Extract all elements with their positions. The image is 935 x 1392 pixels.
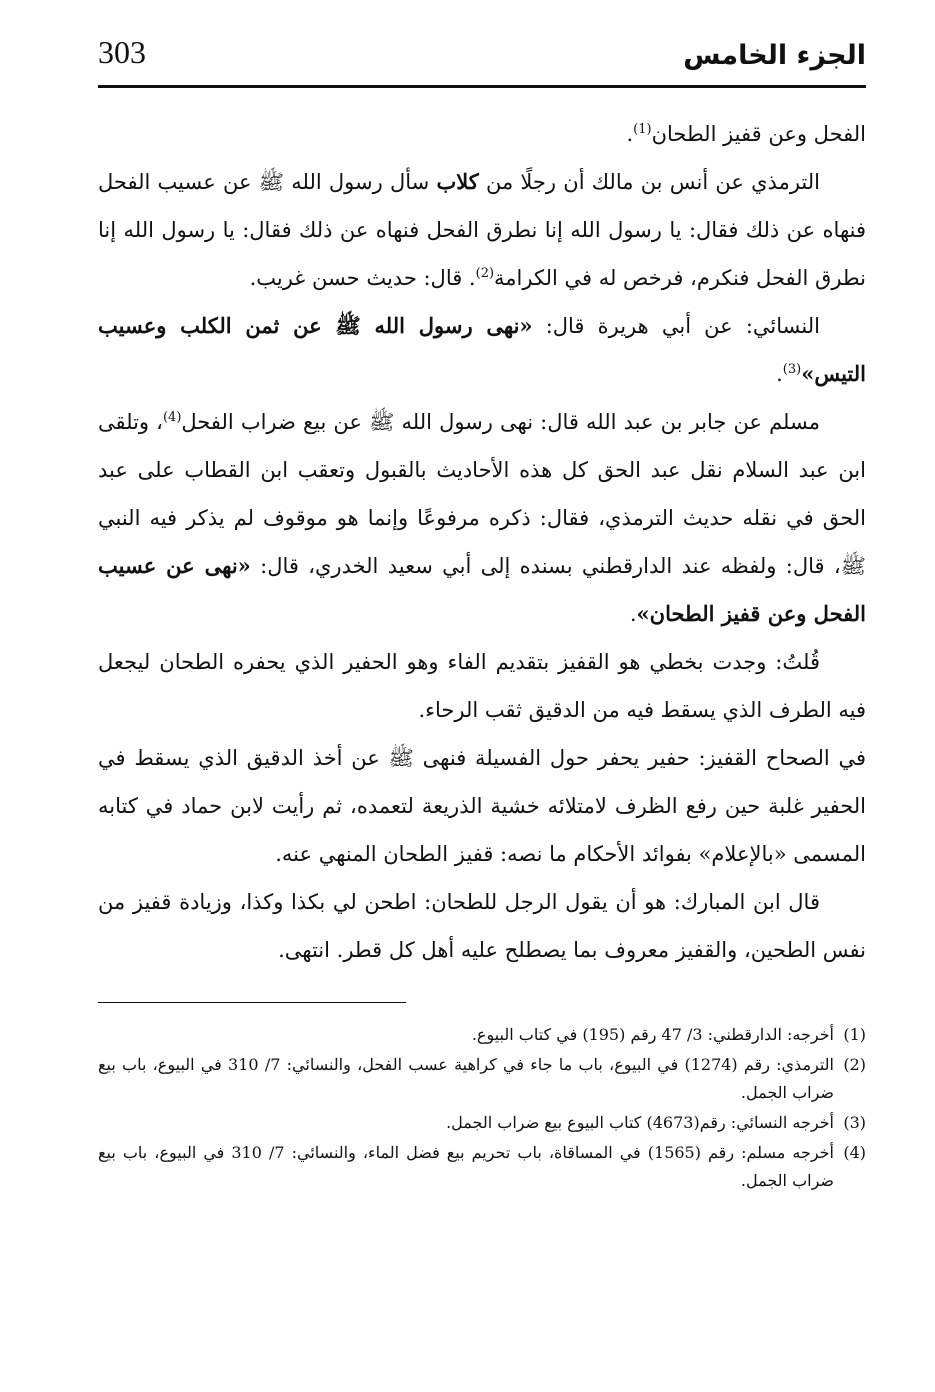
header-rule xyxy=(98,85,866,88)
paragraph-2-rest: سأل رسول الله ﷺ عن عسيب الفحل فنهاه عن ذلك فقال: يا رسول الله إنا نطرق الفحل فنهاه عن ذلك فقال: يا رسول الله إنا نطرق الفحل فنكرم، فرخص له في الكرامة xyxy=(98,170,866,290)
footnote-separator xyxy=(98,1002,406,1003)
paragraph-1 xyxy=(98,110,866,158)
paragraph-4-rest: ، وتلقى ابن عبد السلام نقل عبد الحق كل هذه الأحاديث بالقبول وتعقب ابن القطاب على عبد الحق في نقله حديث الترمذي، فقال: ذكره مرفوعًا وإنما هو موقوف لم يذكر فيه النبي ﷺ، قال: ولفظه عند الدارقطني بسنده إلى أبي سعيد الخدري، قال: xyxy=(98,410,867,578)
book-page xyxy=(72,30,866,1370)
footnote-text-4: أخرجه مسلم: رقم (1565) في المساقاة، باب تحريم بيع فضل الماء، والنسائي: 7/ 310 في البيوع، باب بيع ضراب الجمل. xyxy=(98,1143,834,1190)
page-header xyxy=(72,30,866,90)
paragraph-5: قُلتُ: وجدت بخطي هو القفيز بتقديم الفاء وهو الحفير الذي يحفره الطحان ليجعل فيه الطرف الذي يسقط فيه من الدقيق ثقب الرحاء. xyxy=(98,650,866,722)
footnote-ref-4: (4) xyxy=(162,410,182,425)
footnote-ref-3: (3) xyxy=(782,362,802,377)
footnotes xyxy=(72,1021,866,1195)
footnote-text-1: أخرجه: الدارقطني: 3/ 47 رقم (195) في كتاب البيوع. xyxy=(471,1025,834,1044)
paragraph-2-after: . قال: حديث حسن غريب. xyxy=(249,266,476,290)
footnote-marker-3: (3) xyxy=(843,1113,866,1132)
paragraph-2 xyxy=(98,158,866,302)
paragraph-2-lead: الترمذي عن أنس بن مالك أن رجلًا من xyxy=(478,170,820,194)
footnote-2 xyxy=(98,1051,866,1107)
footnote-ref-2: (2) xyxy=(475,266,495,281)
paragraph-3-tail: . xyxy=(776,362,783,386)
paragraph-3 xyxy=(98,302,866,398)
paragraph-4-tail: . xyxy=(629,602,637,626)
footnote-text-3: أخرجه النسائي: رقم(4673) كتاب البيوع بيع ضراب الجمل. xyxy=(446,1113,834,1132)
footnote-3 xyxy=(98,1109,866,1137)
running-title: الجزء الخامس xyxy=(683,40,866,71)
paragraph-3-quote: «نهى رسول الله ﷺ عن ثمن الكلب وعسيب التيس» xyxy=(98,313,866,386)
main-text xyxy=(72,110,866,974)
paragraph-3-lead: النسائي: عن أبي هريرة قال: xyxy=(532,314,820,338)
footnote-1 xyxy=(98,1021,866,1049)
page-number: 303 xyxy=(98,34,146,70)
paragraph-1-text: الفحل وعن قفيز الطحان xyxy=(651,122,866,146)
paragraph-6: في الصحاح القفيز: حفير يحفر حول الفسيلة فنهى ﷺ عن أخذ الدقيق الذي يسقط في الحفير غلبة حين رفع الظرف لامتلائه خشية الذريعة لتعمده، ثم رأيت لابن حماد في كتابه المسمى «بالإعلام» بفوائد الأحكام ما نصه: قفيز الطحان المنهي عنه. xyxy=(98,746,866,866)
footnote-marker-2: (2) xyxy=(843,1055,866,1074)
paragraph-4-lead: مسلم عن جابر بن عبد الله قال: نهى رسول الله ﷺ عن بيع ضراب الفحل xyxy=(181,410,820,434)
paragraph-4-quote: «نهى عن عسيب الفحل وعن قفيز الطحان» xyxy=(98,553,866,626)
footnote-4 xyxy=(98,1139,866,1195)
footnote-marker-1: (1) xyxy=(843,1025,866,1044)
paragraph-1-tail: . xyxy=(626,122,634,146)
paragraph-7: قال ابن المبارك: هو أن يقول الرجل للطحان: اطحن لي بكذا وكذا، وزيادة قفيز من نفس الطحين، والقفيز معروف بما يصطلح عليه أهل كل قطر. انتهى. xyxy=(98,890,866,962)
paragraph-2-bold: كلاب xyxy=(436,169,479,194)
footnote-ref-1: (1) xyxy=(633,122,652,137)
footnote-text-2: الترمذي: رقم (1274) في البيوع، باب ما جاء في كراهية عسب الفحل، والنسائي: 7/ 310 في البيوع، باب بيع ضراب الجمل. xyxy=(98,1055,835,1102)
paragraph-4 xyxy=(98,398,866,638)
footnote-marker-4: (4) xyxy=(843,1143,866,1162)
